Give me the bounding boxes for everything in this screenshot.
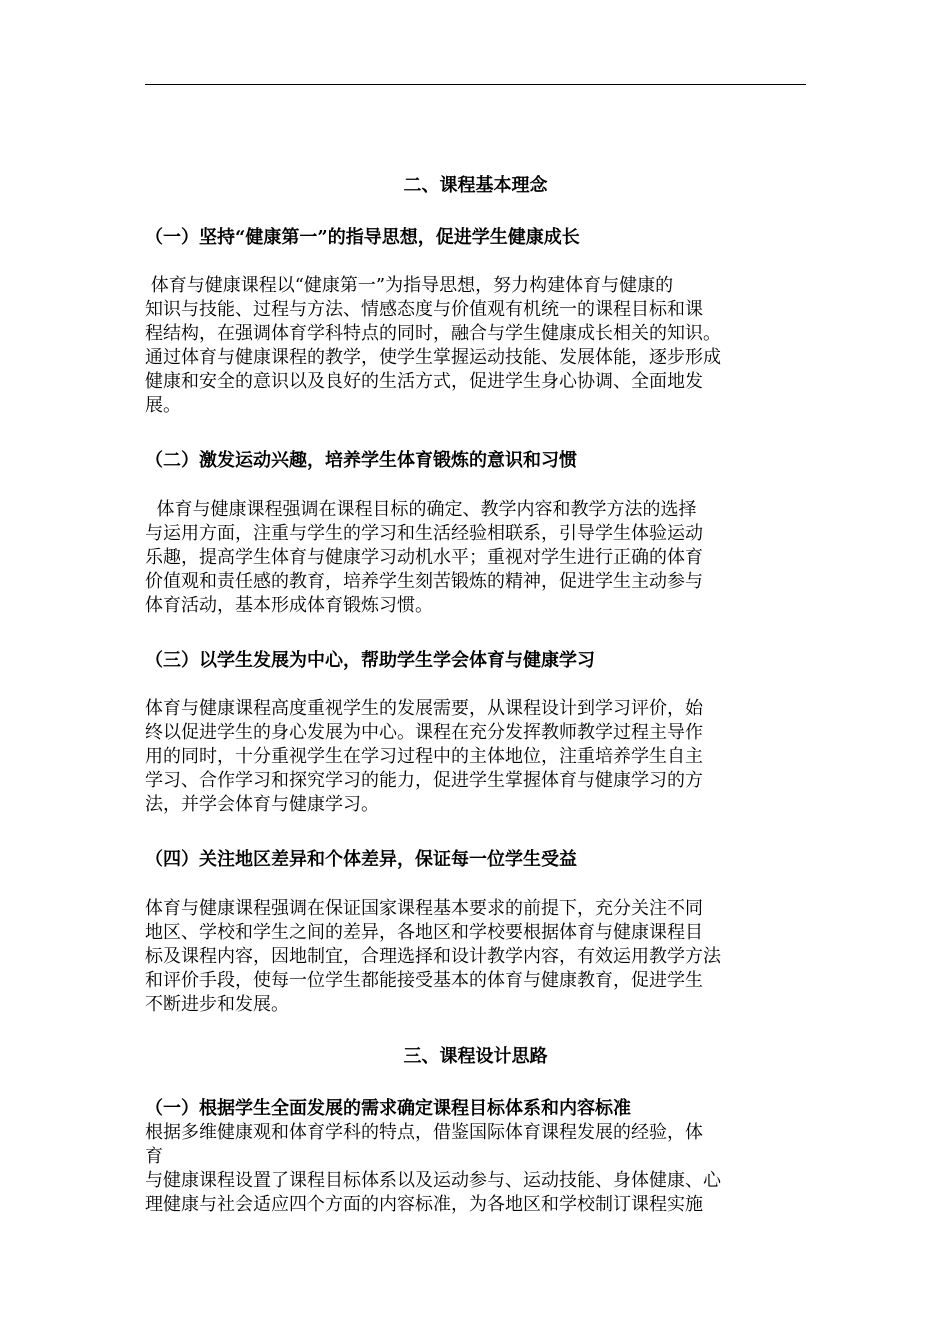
subheading-2-3: （三）以学生发展为中心，帮助学生学会体育与健康学习 [145,650,595,671]
paragraph-line: 法，并学会体育与健康学习。 [145,794,379,815]
paragraph-line: 体育活动，基本形成体育锻炼习惯。 [145,595,433,616]
paragraph-2-4 [145,897,806,1017]
subheading-3-1: （一）根据学生全面发展的需求确定课程目标体系和内容标准 [145,1098,631,1119]
paragraph-line: 用的同时，十分重视学生在学习过程中的主体地位，注重培养学生自主 [145,746,703,767]
paragraph-line: 理健康与社会适应四个方面的内容标准，为各地区和学校制订课程实施 [145,1194,703,1215]
paragraph-line: 展。 [145,395,181,416]
paragraph-line: 程结构，在强调体育学科特点的同时，融合与学生健康成长相关的知识。 [145,323,721,344]
paragraph-2-3 [145,697,806,817]
header-rule [145,84,806,85]
paragraph-line: 地区、学校和学生之间的差异，各地区和学校要根据体育与健康课程目 [145,922,703,943]
paragraph-line: 体育与健康课程强调在课程目标的确定、教学内容和教学方法的选择 [145,499,697,520]
paragraph-line: 与运用方面，注重与学生的学习和生活经验相联系，引导学生体验运动 [145,523,703,544]
paragraph-line: 健康和安全的意识以及良好的生活方式，促进学生身心协调、全面地发 [145,371,703,392]
subheading-2-1: （一）坚持“健康第一”的指导思想，促进学生健康成长 [145,227,580,248]
section-title-2: 二、课程基本理念 [403,175,548,196]
paragraph-line: 知识与技能、过程与方法、情感态度与价值观有机统一的课程目标和课 [145,299,703,320]
paragraph-line: 与健康课程设置了课程目标体系以及运动参与、运动技能、身体健康、心 [145,1170,721,1191]
paragraph-line: 标及课程内容，因地制宜，合理选择和设计教学内容，有效运用教学方法 [145,946,721,967]
paragraph-line: 通过体育与健康课程的教学，使学生掌握运动技能、发展体能，逐步形成 [145,347,721,368]
paragraph-line: 和评价手段，使每一位学生都能接受基本的体育与健康教育，促进学生 [145,970,703,991]
paragraph-3-1 [145,1121,806,1217]
subheading-2-2: （二）激发运动兴趣，培养学生体育锻炼的意识和习惯 [145,450,577,471]
paragraph-line: 体育与健康课程强调在保证国家课程基本要求的前提下，充分关注不同 [145,898,703,919]
paragraph-line: 学习、合作学习和探究学习的能力，促进学生掌握体育与健康学习的方 [145,770,703,791]
paragraph-2-1 [145,274,806,418]
paragraph-line: 价值观和责任感的教育，培养学生刻苦锻炼的精神，促进学生主动参与 [145,571,703,592]
subheading-2-4: （四）关注地区差异和个体差异，保证每一位学生受益 [145,849,577,870]
paragraph-line: 终以促进学生的身心发展为中心。课程在充分发挥教师教学过程主导作 [145,722,703,743]
paragraph-line: 体育与健康课程高度重视学生的发展需要，从课程设计到学习评价，始 [145,698,703,719]
paragraph-2-2 [145,498,806,618]
paragraph-line: 根据多维健康观和体育学科的特点，借鉴国际体育课程发展的经验，体 [145,1122,703,1143]
paragraph-line: 育 [145,1146,163,1167]
section-title-3: 三、课程设计思路 [403,1046,548,1067]
paragraph-line: 乐趣，提高学生体育与健康学习动机水平；重视对学生进行正确的体育 [145,547,703,568]
paragraph-line: 不断进步和发展。 [145,994,289,1015]
paragraph-line: 体育与健康课程以“健康第一”为指导思想，努力构建体育与健康的 [145,275,674,296]
